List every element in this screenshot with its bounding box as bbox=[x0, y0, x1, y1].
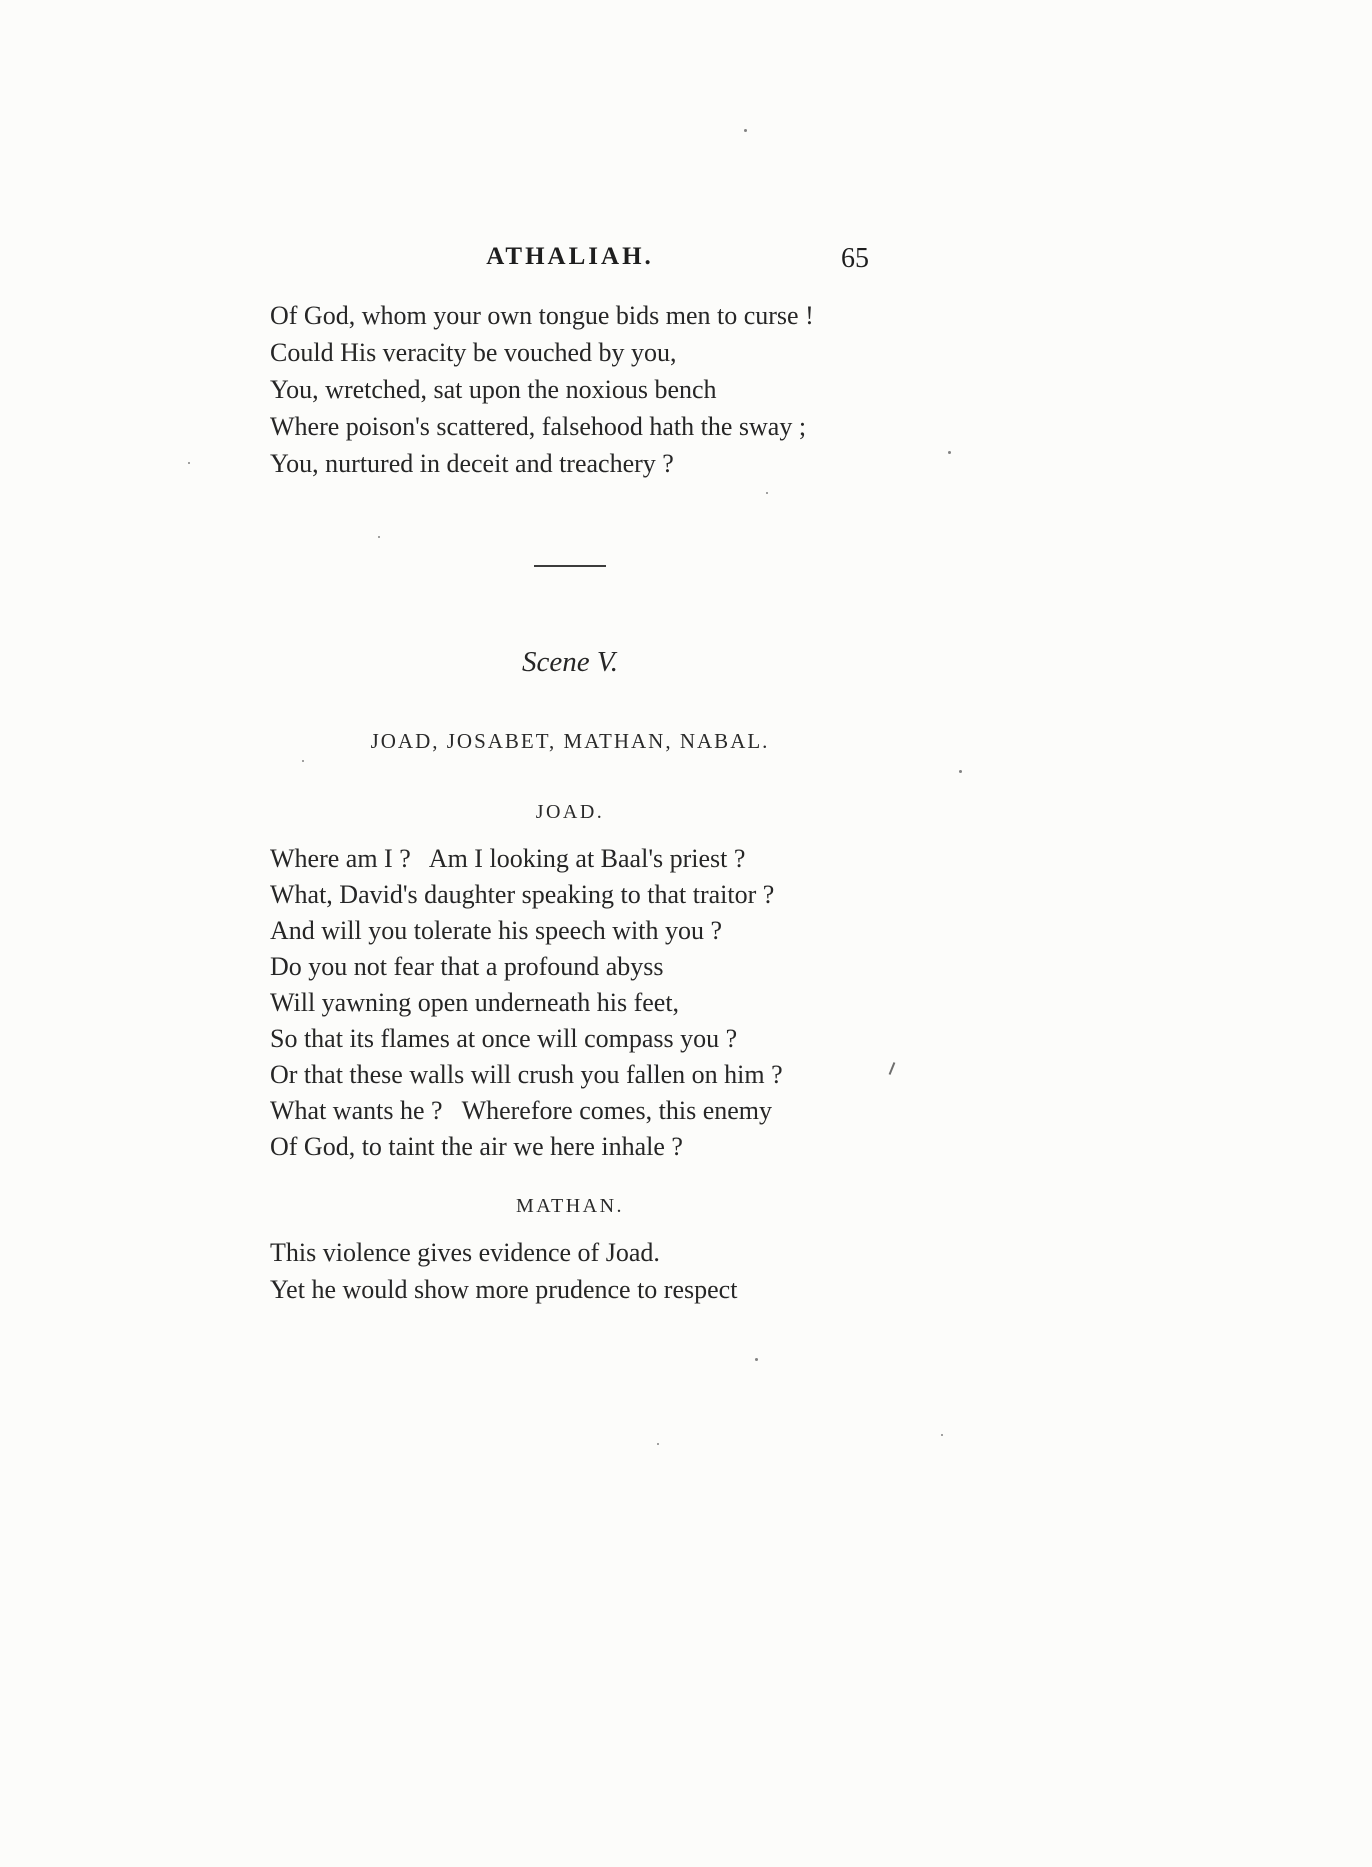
verse-line: Or that these walls will crush you fallen on him ? bbox=[270, 1060, 783, 1089]
verse-line: Where poison's scattered, falsehood hath the sway ; bbox=[270, 412, 807, 441]
speech-block-mathan bbox=[270, 1234, 930, 1308]
verse-line: Could His veracity be vouched by you, bbox=[270, 338, 677, 367]
page-number: 65 bbox=[841, 243, 869, 274]
scene-title: Scene V. bbox=[521, 646, 619, 678]
verse-line: And will you tolerate his speech with you ? bbox=[270, 916, 723, 945]
page-header-title: ATHALIAH. bbox=[486, 243, 654, 270]
scan-speck bbox=[744, 129, 747, 132]
section-divider-rule bbox=[534, 565, 606, 567]
verse-line: This violence gives evidence of Joad. bbox=[270, 1238, 660, 1267]
scan-speck bbox=[959, 770, 962, 773]
scan-speck bbox=[948, 451, 951, 454]
speaker-heading-joad: JOAD. bbox=[535, 801, 605, 823]
verse-line: Of God, whom your own tongue bids men to curse ! bbox=[270, 301, 814, 330]
scan-speck bbox=[766, 492, 768, 494]
scan-speck bbox=[755, 1358, 758, 1361]
scene-character-list: JOAD, JOSABET, MATHAN, NABAL. bbox=[370, 729, 770, 753]
scan-speck bbox=[657, 1443, 659, 1445]
scan-speck bbox=[188, 462, 190, 464]
verse-line: Do you not fear that a profound abyss bbox=[270, 952, 664, 981]
verse-line: You, nurtured in deceit and treachery ? bbox=[270, 449, 674, 478]
verse-line: What wants he ? Wherefore comes, this enemy bbox=[270, 1096, 772, 1125]
verse-line: Of God, to taint the air we here inhale ? bbox=[270, 1132, 683, 1161]
running-header bbox=[270, 243, 870, 271]
verse-line: Where am I ? Am I looking at Baal's priest ? bbox=[270, 844, 746, 873]
verse-line: So that its flames at once will compass you ? bbox=[270, 1024, 738, 1053]
speaker-heading-mathan: MATHAN. bbox=[515, 1195, 625, 1217]
scan-speck bbox=[378, 536, 380, 538]
verse-line: Yet he would show more prudence to respect bbox=[270, 1275, 738, 1304]
verse-line: Will yawning open underneath his feet, bbox=[270, 988, 680, 1017]
verse-line: What, David's daughter speaking to that traitor ? bbox=[270, 880, 775, 909]
scan-speck bbox=[941, 1434, 943, 1436]
speech-block-joad bbox=[270, 841, 930, 1165]
verse-line: You, wretched, sat upon the noxious bench bbox=[270, 375, 717, 404]
verse-block-continuation bbox=[270, 297, 930, 482]
scan-speck bbox=[302, 760, 304, 762]
